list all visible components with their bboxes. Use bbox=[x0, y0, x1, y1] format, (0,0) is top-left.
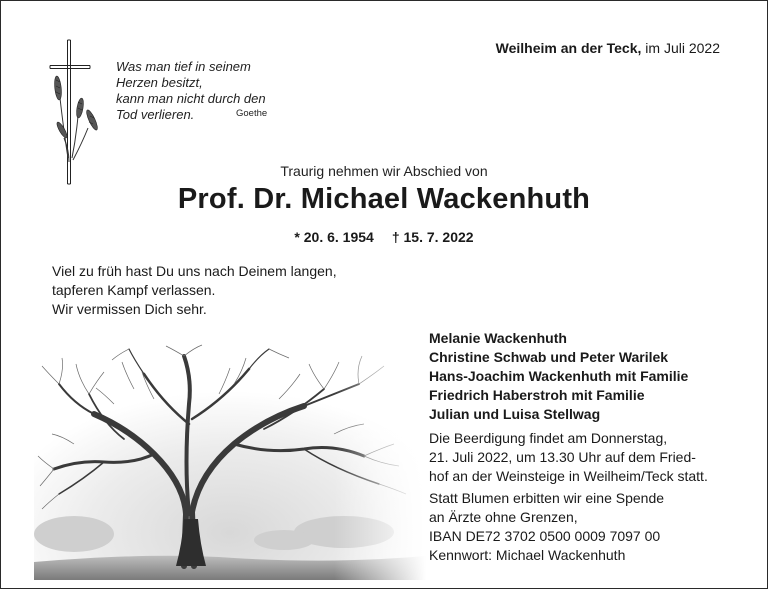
mourner: Christine Schwab und Peter Warilek bbox=[429, 349, 669, 365]
place: Weilheim an der Teck, bbox=[495, 40, 642, 56]
mourner: Friedrich Haberstroh mit Familie bbox=[429, 387, 645, 403]
death-date: † 15. 7. 2022 bbox=[391, 229, 474, 245]
message-line: Wir vermissen Dich sehr. bbox=[52, 301, 207, 317]
birth-date: * 20. 6. 1954 bbox=[294, 229, 374, 245]
mourners-list bbox=[429, 329, 688, 424]
quote-line: Tod verlieren. bbox=[116, 107, 195, 122]
quote-author: Goethe bbox=[236, 108, 268, 119]
message bbox=[52, 262, 337, 319]
life-dates bbox=[0, 229, 768, 245]
mourner: Melanie Wackenhuth bbox=[429, 330, 567, 346]
tree-image bbox=[34, 344, 426, 580]
funeral-line: hof an der Weinsteige in Weilheim/Teck statt. bbox=[429, 468, 708, 484]
deceased-name: Prof. Dr. Michael Wackenhuth bbox=[177, 183, 591, 215]
quote-line: kann man nicht durch den bbox=[116, 91, 266, 106]
mourner: Julian und Luisa Stellwag bbox=[429, 406, 601, 422]
quote-line: Herzen besitzt, bbox=[116, 75, 203, 90]
donation-line: Statt Blumen erbitten wir eine Spende bbox=[429, 490, 665, 506]
donation-line: Kennwort: Michael Wackenhuth bbox=[429, 547, 626, 563]
mourner: Hans-Joachim Wackenhuth mit Familie bbox=[429, 368, 689, 384]
donation-info bbox=[429, 489, 664, 565]
place-date bbox=[496, 40, 720, 56]
funeral-line: Die Beerdigung findet am Donnerstag, bbox=[429, 430, 668, 446]
quote-line: Was man tief in seinem bbox=[116, 59, 251, 74]
message-line: Viel zu früh hast Du uns nach Deinem langen, bbox=[52, 263, 337, 279]
funeral-line: 21. Juli 2022, um 13.30 Uhr auf dem Fried- bbox=[429, 449, 696, 465]
donation-line: IBAN DE72 3702 0500 0009 7097 00 bbox=[429, 528, 661, 544]
intro-text: Traurig nehmen wir Abschied von bbox=[280, 163, 488, 179]
date: im Juli 2022 bbox=[645, 40, 720, 56]
funeral-info bbox=[429, 429, 708, 486]
donation-line: an Ärzte ohne Grenzen, bbox=[429, 509, 578, 525]
message-line: tapferen Kampf verlassen. bbox=[52, 282, 216, 298]
